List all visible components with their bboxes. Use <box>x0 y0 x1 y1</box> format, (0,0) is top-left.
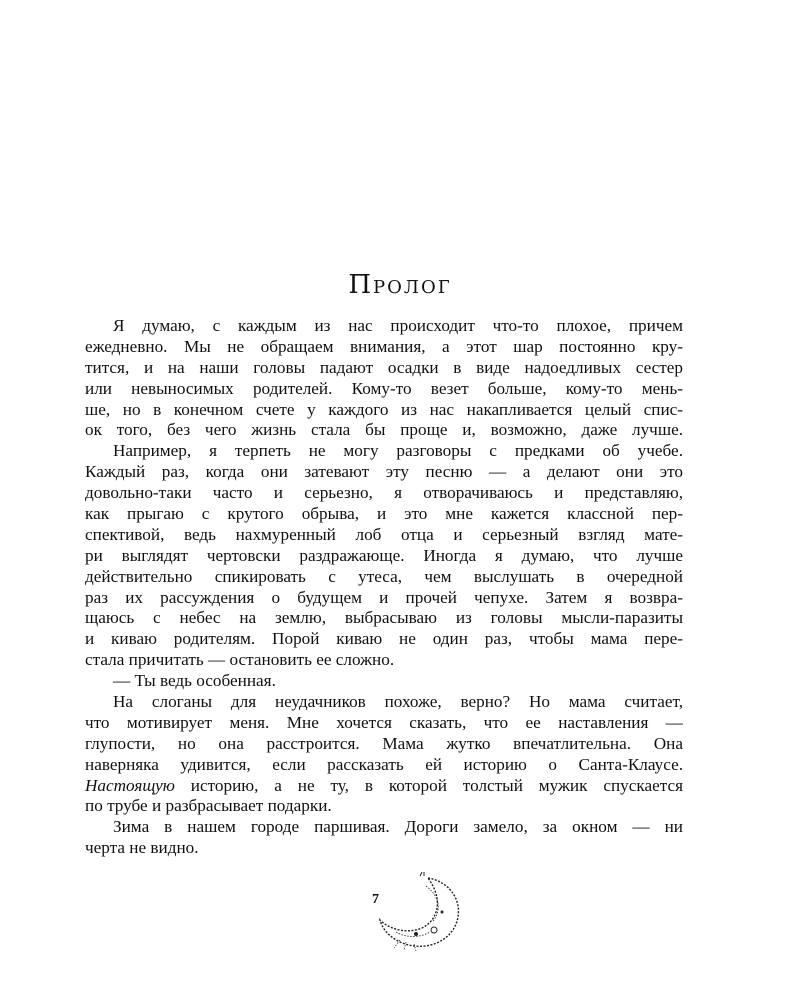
text-line: ок того, без чего жизнь стала бы проще и, возможно, даже лучше. <box>85 420 683 440</box>
text-line: тится, и на наши головы падают осадки в виде надоедливых сестер <box>85 357 683 377</box>
crescent-moon-ornament-icon <box>376 872 466 952</box>
text-line: глупости, но она расстроится. Мама жутко впечатлительна. Она <box>85 733 683 753</box>
dialogue-line: — Ты ведь особенная. <box>113 671 276 691</box>
text-line: действительно спикировать с утеса, чем выслушать в очередной <box>85 566 683 586</box>
chapter-title: Пролог <box>348 270 452 300</box>
text-line: ри выглядят чертовски раздражающе. Иногда я думаю, что лучше <box>85 545 683 565</box>
italic-emphasis: Настоящую <box>85 775 175 795</box>
text-line: Я думаю, с каждым из нас происходит что-то плохое, причем <box>113 316 683 335</box>
text-line: и киваю родителям. Порой киваю не один раз, чтобы мама пере- <box>85 629 683 649</box>
body-text <box>85 316 683 859</box>
text-line: Например, я терпеть не могу разговоры с предками об учебе. <box>113 441 683 461</box>
text-line: щаюсь с небес на землю, выбрасываю из головы мысли-паразиты <box>85 608 683 628</box>
text-line: Зима в нашем городе паршивая. Дороги замело, за окном — ни <box>113 817 683 837</box>
text-line: раз их рассуждения о будущем и прочей чепухе. Затем я возвра- <box>85 587 683 607</box>
text-line: стала причитать — остановить ее сложно. <box>85 650 395 670</box>
text-line-italic <box>85 776 683 797</box>
text-line: по трубе и разбрасывает подарки. <box>85 796 332 816</box>
text-line: ше, но в конечном счете у каждого из нас накапливается целый спис- <box>85 399 683 419</box>
text-line: довольно-таки часто и серьезно, я отворачиваюсь и представляю, <box>85 483 683 503</box>
text-line: черта не видно. <box>85 838 199 858</box>
text-line: спективой, ведь нахмуренный лоб отца и серьезный взгляд мате- <box>85 524 683 544</box>
text-line-rest: историю, а не ту, в которой толстый мужик спускается <box>174 775 683 795</box>
text-line: ежедневно. Мы не обращаем внимания, а этот шар постоянно кру- <box>85 336 683 356</box>
text-line: На слоганы для неудачников похоже, верно? Но мама считает, <box>113 692 683 712</box>
text-line: наверняка удивится, если рассказать ей историю о Санта-Клаусе. <box>85 754 683 774</box>
page-number: 7 <box>372 892 379 907</box>
text-line: как прыгаю с крутого обрыва, и это мне кажется классной пер- <box>85 504 683 524</box>
text-line: или невыносимых родителей. Кому-то везет больше, кому-то мень- <box>85 378 683 398</box>
text-line: Каждый раз, когда они затевают эту песню — а делают они это <box>85 462 683 482</box>
text-line: что мотивирует меня. Мне хочется сказать, что ее наставления — <box>85 712 683 732</box>
